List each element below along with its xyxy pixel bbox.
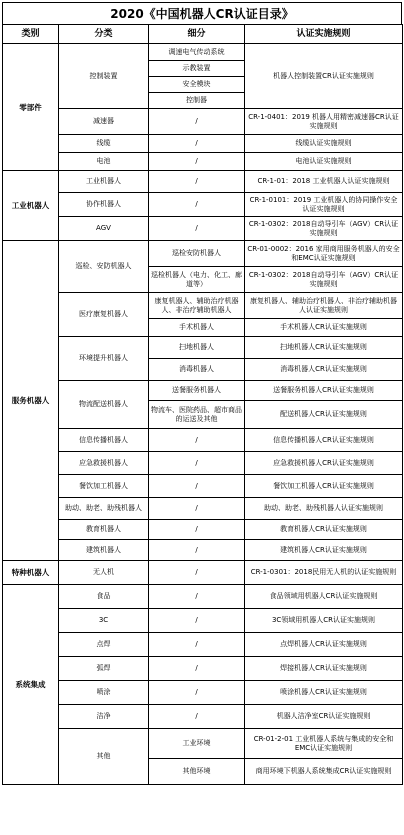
classification-cell: 其他 (59, 729, 149, 785)
subdivision-cell: 安全模块 (149, 77, 245, 93)
table-row (3, 729, 403, 759)
table-row (3, 171, 403, 193)
rule-cell: CR-01-2-01 工业机器人系统与集成的安全和EMC认证实施规则 (245, 729, 403, 759)
table-row (3, 705, 403, 729)
subdivision-cell: 康复机器人、辅助治疗机器人、非治疗辅助机器人 (149, 293, 245, 319)
document-page (0, 2, 404, 835)
subdivision-cell: / (149, 609, 245, 633)
classification-cell: 物流配送机器人 (59, 381, 149, 429)
rule-cell: 点焊机器人CR认证实施规则 (245, 633, 403, 657)
header-row (3, 25, 403, 44)
classification-cell: 食品 (59, 585, 149, 609)
rule-cell: 应急救援机器人CR认证实施规则 (245, 452, 403, 475)
classification-cell: 洁净 (59, 705, 149, 729)
classification-cell: 巡检、安防机器人 (59, 241, 149, 293)
category-cell: 工业机器人 (3, 171, 59, 241)
classification-cell: 建筑机器人 (59, 540, 149, 561)
subdivision-cell: 控制器 (149, 93, 245, 109)
subdivision-cell: / (149, 109, 245, 135)
classification-cell: 线缆 (59, 135, 149, 153)
table-row (3, 633, 403, 657)
subdivision-cell: / (149, 561, 245, 585)
subdivision-cell: / (149, 681, 245, 705)
rule-cell: 康复机器人、辅助治疗机器人、非治疗辅助机器人认证实施规则 (245, 293, 403, 319)
subdivision-cell: 示教装置 (149, 61, 245, 77)
subdivision-cell: / (149, 217, 245, 241)
classification-cell: 点焊 (59, 633, 149, 657)
classification-cell: 医疗康复机器人 (59, 293, 149, 337)
classification-cell: 3C (59, 609, 149, 633)
document-title: 2020《中国机器人CR认证目录》 (2, 2, 402, 24)
table-row (3, 337, 403, 359)
header-rules: 认证实施规则 (245, 25, 403, 44)
rule-cell: 建筑机器人CR认证实施规则 (245, 540, 403, 561)
table-row (3, 520, 403, 540)
classification-cell: 电池 (59, 153, 149, 171)
rule-cell: 扫地机器人CR认证实施规则 (245, 337, 403, 359)
classification-cell: 工业机器人 (59, 171, 149, 193)
rule-cell: 机器人洁净室CR认证实施规则 (245, 705, 403, 729)
subdivision-cell: / (149, 171, 245, 193)
rule-cell: 送餐服务机器人CR认证实施规则 (245, 381, 403, 401)
category-cell: 零部件 (3, 44, 59, 171)
subdivision-cell: / (149, 585, 245, 609)
table-row (3, 153, 403, 171)
subdivision-cell: 巡检安防机器人 (149, 241, 245, 267)
subdivision-cell: / (149, 498, 245, 520)
subdivision-cell: / (149, 135, 245, 153)
subdivision-cell: 物流车、医院药品、超市商品的运送及其他 (149, 401, 245, 429)
classification-cell: 减速器 (59, 109, 149, 135)
rule-cell: 教育机器人CR认证实施规则 (245, 520, 403, 540)
table-row (3, 540, 403, 561)
rule-cell: CR-1-0302：2018自动导引车（AGV）CR认证实施规则 (245, 267, 403, 293)
rule-cell: CR-1-01：2018 工业机器人认证实施规则 (245, 171, 403, 193)
subdivision-cell: / (149, 193, 245, 217)
rule-cell: 助动、助老、助残机器人认证实施规则 (245, 498, 403, 520)
subdivision-cell: / (149, 540, 245, 561)
table-row (3, 293, 403, 319)
classification-cell: AGV (59, 217, 149, 241)
classification-cell: 应急救援机器人 (59, 452, 149, 475)
table-row (3, 135, 403, 153)
rule-cell: 餐饮加工机器人CR认证实施规则 (245, 475, 403, 498)
table-row (3, 193, 403, 217)
table-row (3, 657, 403, 681)
classification-cell: 无人机 (59, 561, 149, 585)
subdivision-cell: / (149, 633, 245, 657)
rule-cell: 手术机器人CR认证实施规则 (245, 319, 403, 337)
classification-cell: 喷涂 (59, 681, 149, 705)
rule-cell: 电池认证实施规则 (245, 153, 403, 171)
subdivision-cell: / (149, 452, 245, 475)
table-row (3, 109, 403, 135)
rule-cell: CR-1-0301：2018民用无人机的认证实施规则 (245, 561, 403, 585)
subdivision-cell: / (149, 475, 245, 498)
table-row (3, 44, 403, 61)
rule-cell: CR-1-0101：2019 工业机器人的协同操作安全认证实施规则 (245, 193, 403, 217)
subdivision-cell: 工业环境 (149, 729, 245, 759)
table-row (3, 585, 403, 609)
subdivision-cell: 巡检机器人（电力、化工、廊道等） (149, 267, 245, 293)
classification-cell: 餐饮加工机器人 (59, 475, 149, 498)
subdivision-cell: / (149, 429, 245, 452)
subdivision-cell: 其他环境 (149, 759, 245, 785)
category-cell: 服务机器人 (3, 241, 59, 561)
rule-cell: CR-1-0302：2018自动导引车（AGV）CR认证实施规则 (245, 217, 403, 241)
rule-cell: 食品领域用机器人CR认证实施规则 (245, 585, 403, 609)
subdivision-cell: 手术机器人 (149, 319, 245, 337)
table-row (3, 609, 403, 633)
header-category: 类别 (3, 25, 59, 44)
rule-cell: 3C领域用机器人CR认证实施规则 (245, 609, 403, 633)
rule-cell: 机器人控制装置CR认证实施规则 (245, 44, 403, 109)
classification-cell: 控制装置 (59, 44, 149, 109)
subdivision-cell: / (149, 705, 245, 729)
category-cell: 特种机器人 (3, 561, 59, 585)
rule-cell: 焊接机器人CR认证实施规则 (245, 657, 403, 681)
rule-cell: 配送机器人CR认证实施规则 (245, 401, 403, 429)
classification-cell: 信息传播机器人 (59, 429, 149, 452)
classification-cell: 助动、助老、助残机器人 (59, 498, 149, 520)
classification-cell: 协作机器人 (59, 193, 149, 217)
table-row (3, 381, 403, 401)
table-row (3, 241, 403, 267)
rule-cell: 信息传播机器人CR认证实施规则 (245, 429, 403, 452)
rule-cell: CR-01-0002：2016 家用商用服务机器人的安全和EMC认证实施规则 (245, 241, 403, 267)
rule-cell: CR-1-0401：2019 机器人用精密减速器CR认证实施规则 (245, 109, 403, 135)
catalog-table (2, 24, 403, 785)
classification-cell: 弧焊 (59, 657, 149, 681)
table-row (3, 217, 403, 241)
table-row (3, 429, 403, 452)
header-subdivision: 细分 (149, 25, 245, 44)
rule-cell: 线缆认证实施规则 (245, 135, 403, 153)
subdivision-cell: / (149, 657, 245, 681)
table-row (3, 681, 403, 705)
table-row (3, 452, 403, 475)
subdivision-cell: / (149, 153, 245, 171)
rule-cell: 喷涂机器人CR认证实施规则 (245, 681, 403, 705)
subdivision-cell: 送餐服务机器人 (149, 381, 245, 401)
rule-cell: 消毒机器人CR认证实施规则 (245, 359, 403, 381)
subdivision-cell: 扫地机器人 (149, 337, 245, 359)
rule-cell: 商用环境下机器人系统集成CR认证实施规则 (245, 759, 403, 785)
table-row (3, 561, 403, 585)
classification-cell: 环境提升机器人 (59, 337, 149, 381)
table-row (3, 475, 403, 498)
subdivision-cell: / (149, 520, 245, 540)
table-row (3, 498, 403, 520)
classification-cell: 教育机器人 (59, 520, 149, 540)
category-cell: 系统集成 (3, 585, 59, 785)
header-classification: 分类 (59, 25, 149, 44)
subdivision-cell: 调速电气传动系统 (149, 44, 245, 61)
subdivision-cell: 消毒机器人 (149, 359, 245, 381)
